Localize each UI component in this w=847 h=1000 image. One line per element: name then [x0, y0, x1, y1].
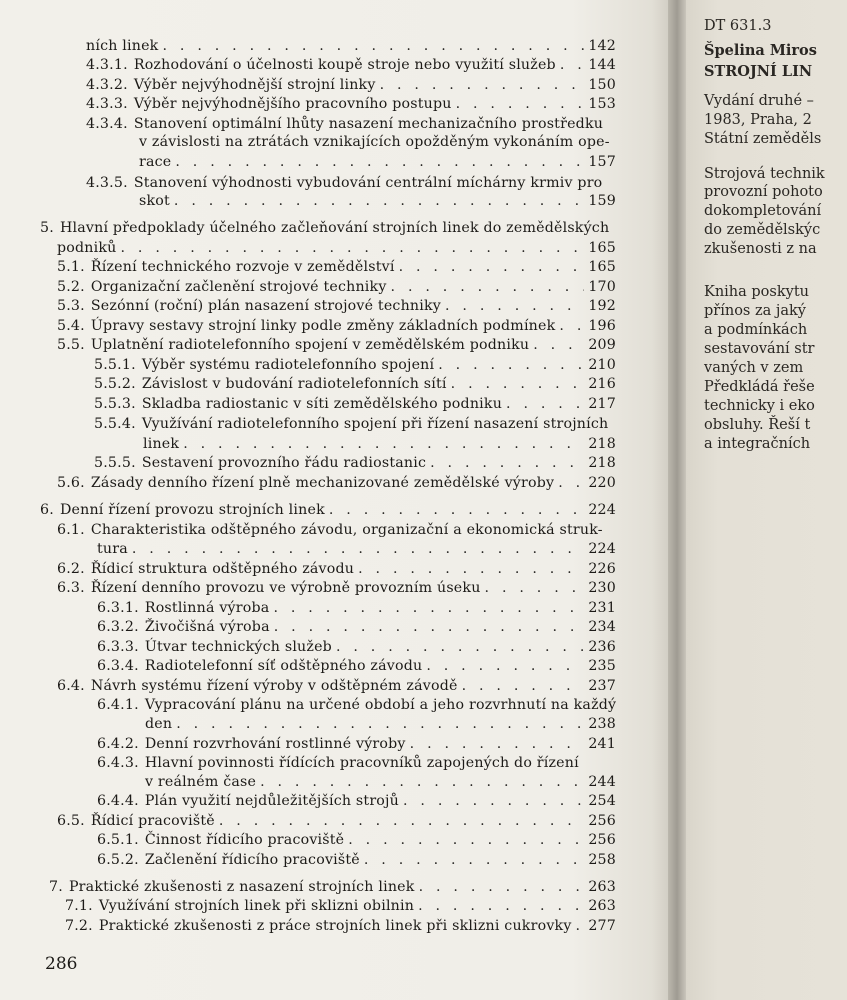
- toc-entry-number: 5.6.: [57, 475, 85, 491]
- toc-entry: [139, 134, 616, 150]
- toc-entry: [65, 898, 616, 914]
- toc-entry-title: Skladba radiostanic v síti zemědělského podniku: [141, 396, 503, 412]
- toc-entry: [94, 357, 616, 373]
- right-page-line: obsluhy. Řeší t: [704, 417, 811, 433]
- toc-entry-number: 5.5.: [57, 337, 85, 353]
- toc-entry: [57, 298, 616, 314]
- right-page-line: provozní pohoto: [704, 184, 823, 200]
- dot-leader: [174, 193, 584, 209]
- right-page-line: do zemědělskýc: [704, 222, 821, 238]
- toc-entry-page: 277: [588, 918, 616, 934]
- toc-entry-title: Výběr nejvýhodnější strojní linky: [133, 77, 376, 93]
- right-page-line: 1983, Praha, 2: [704, 112, 812, 128]
- toc-entry-page: 230: [588, 580, 616, 596]
- toc-entry-title: linek: [143, 436, 180, 452]
- toc-entry-number: 6.4.1.: [97, 697, 139, 713]
- toc-entry-title: podniků: [57, 240, 117, 256]
- toc-entry-title: Charakteristika odštěpného závodu, organizační a ekonomická struk-: [90, 522, 603, 538]
- toc-entry-page: 256: [588, 813, 616, 829]
- right-page-line: Vydání druhé –: [704, 93, 814, 109]
- right-page-line: technicky i eko: [704, 398, 815, 414]
- dot-leader: [364, 852, 584, 868]
- toc-entry-page: 263: [588, 879, 616, 895]
- dot-leader: [506, 396, 584, 412]
- toc-entry: [97, 697, 616, 713]
- toc-entry: [57, 813, 616, 829]
- dot-leader: [329, 502, 584, 518]
- toc-entry-title: Úpravy sestavy strojní linky podle změny základních podmínek: [90, 318, 556, 334]
- toc-entry: [40, 502, 616, 518]
- toc-entry-number: 6.1.: [57, 522, 85, 538]
- toc-entry: [86, 57, 616, 73]
- dot-leader: [399, 259, 584, 275]
- toc-entry-page: 216: [588, 376, 616, 392]
- toc-entry: [57, 561, 616, 577]
- toc-entry-page: 237: [588, 678, 616, 694]
- toc-entry-title: Útvar technických služeb: [144, 639, 332, 655]
- dot-leader: [445, 298, 584, 314]
- toc-entry-title: Stanovení optimální lhůty nasazení mechanizačního prostředku: [133, 116, 604, 132]
- toc-entry: [97, 658, 616, 674]
- dot-leader: [348, 832, 584, 848]
- toc-entry: [97, 793, 616, 809]
- toc-entry-page: 142: [588, 38, 616, 54]
- toc-entry-title: Vypracování plánu na určené období a jeho rozvrhnutí na každý: [144, 697, 617, 713]
- toc-entry-number: 5.5.4.: [94, 416, 136, 432]
- toc-entry-page: 192: [588, 298, 616, 314]
- toc-entry-title: skot: [139, 193, 170, 209]
- dot-leader: [426, 658, 584, 674]
- toc-entry-number: 4.3.1.: [86, 57, 128, 73]
- dot-leader: [183, 436, 584, 452]
- toc-entry-title: Řídicí pracoviště: [90, 813, 215, 829]
- toc-entry-page: 254: [588, 793, 616, 809]
- toc-entry-number: 5.2.: [57, 279, 85, 295]
- toc-entry-title: Organizační začlenění strojové techniky: [90, 279, 387, 295]
- toc-entry-title: v závislosti na ztrátách vznikajících opožděným vykonáním ope-: [139, 134, 610, 150]
- dot-leader: [274, 619, 584, 635]
- toc-entry-number: 6.3.1.: [97, 600, 139, 616]
- toc-entry-title: tura: [97, 541, 128, 557]
- toc-entry-number: 6.3.2.: [97, 619, 139, 635]
- dot-leader: [121, 240, 584, 256]
- toc-entry-title: den: [145, 716, 173, 732]
- toc-entry: [97, 852, 616, 868]
- dot-leader: [418, 898, 584, 914]
- toc-entry-title: Hlavní předpoklady účelného začleňování strojních linek do zemědělských: [59, 220, 610, 236]
- toc-entry-number: 5.5.1.: [94, 357, 136, 373]
- toc-entry-page: 234: [588, 619, 616, 635]
- toc-entry: [57, 279, 616, 295]
- toc-entry-page: 220: [588, 475, 616, 491]
- toc-entry-page: 196: [588, 318, 616, 334]
- toc-entry: [65, 918, 616, 934]
- toc-entry-page: 224: [588, 502, 616, 518]
- toc-entry: [40, 220, 616, 236]
- toc-entry-title: Plán využití nejdůležitějších strojů: [144, 793, 399, 809]
- toc-entry-page: 235: [588, 658, 616, 674]
- toc-entry-title: race: [139, 154, 172, 170]
- dot-leader: [260, 774, 584, 790]
- right-page-line: Kniha poskytu: [704, 284, 809, 300]
- toc-entry-title: Rostlinná výroba: [144, 600, 270, 616]
- toc-entry-number: 6.4.2.: [97, 736, 139, 752]
- toc-entry-number: 6.2.: [57, 561, 85, 577]
- toc-entry: [139, 193, 616, 209]
- dot-leader: [175, 154, 584, 170]
- toc-entry-number: 6.5.2.: [97, 852, 139, 868]
- toc-entry-page: 226: [588, 561, 616, 577]
- toc-entry-page: 218: [588, 436, 616, 452]
- toc-entry-title: Výběr nejvýhodnějšího pracovního postupu: [133, 96, 452, 112]
- toc-entry: [86, 38, 616, 54]
- dot-leader: [462, 678, 584, 694]
- toc-entry-number: 6.3.3.: [97, 639, 139, 655]
- toc-entry: [97, 619, 616, 635]
- toc-entry-title: Sestavení provozního řádu radiostanic: [141, 455, 427, 471]
- right-page-line: zkušenosti z na: [704, 241, 817, 257]
- toc-entry: [97, 832, 616, 848]
- toc-entry: [57, 259, 616, 275]
- toc-entry-title: Začlenění řídicího pracoviště: [144, 852, 360, 868]
- dot-leader: [559, 318, 584, 334]
- toc-entry-page: 210: [588, 357, 616, 373]
- toc-entry-page: 231: [588, 600, 616, 616]
- dot-leader: [219, 813, 584, 829]
- toc-entry-number: 5.5.5.: [94, 455, 136, 471]
- toc-entry-page: 165: [588, 240, 616, 256]
- toc-entry: [57, 318, 616, 334]
- dot-leader: [176, 716, 584, 732]
- toc-entry-number: 6.4.4.: [97, 793, 139, 809]
- toc-entry-number: 7.1.: [65, 898, 93, 914]
- toc-entry: [139, 154, 616, 170]
- dot-leader: [403, 793, 584, 809]
- toc-entry-title: Návrh systému řízení výroby v odštěpném závodě: [90, 678, 458, 694]
- toc-entry-page: 218: [588, 455, 616, 471]
- toc-entry-title: Denní rozvrhování rostlinné výroby: [144, 736, 406, 752]
- toc-entry-page: 217: [588, 396, 616, 412]
- toc-entry-page: 153: [588, 96, 616, 112]
- toc-entry-number: 6.4.3.: [97, 755, 139, 771]
- toc-entry-number: 5.5.3.: [94, 396, 136, 412]
- dot-leader: [430, 455, 584, 471]
- toc-entry-number: 7.: [49, 879, 63, 895]
- toc-entry-number: 7.2.: [65, 918, 93, 934]
- toc-entry: [57, 678, 616, 694]
- toc-entry: [94, 376, 616, 392]
- toc-entry-number: 4.3.5.: [86, 175, 128, 191]
- toc-entry-page: 159: [588, 193, 616, 209]
- toc-entry-title: Hlavní povinnosti řídících pracovníků zapojených do řízení: [144, 755, 579, 771]
- toc-entry-page: 238: [588, 716, 616, 732]
- right-page-line: STROJNÍ LIN: [704, 63, 813, 80]
- toc-entry-title: Řídicí struktura odštěpného závodu: [90, 561, 355, 577]
- toc-entry: [57, 522, 616, 538]
- dot-leader: [336, 639, 584, 655]
- toc-entry: [97, 736, 616, 752]
- toc-entry-title: Rozhodování o účelnosti koupě stroje nebo využití služeb: [133, 57, 556, 73]
- toc-entry: [145, 774, 616, 790]
- toc-entry-number: 6.5.: [57, 813, 85, 829]
- toc-entry: [97, 639, 616, 655]
- right-page-line: Státní zeměděls: [704, 131, 822, 147]
- toc-entry-page: 209: [588, 337, 616, 353]
- dot-leader: [358, 561, 584, 577]
- toc-entry-number: 6.5.1.: [97, 832, 139, 848]
- right-page-line: Strojová technik: [704, 166, 825, 182]
- toc-entry: [94, 396, 616, 412]
- toc-entry: [143, 436, 616, 452]
- toc-entry: [86, 77, 616, 93]
- dot-leader: [451, 376, 584, 392]
- toc-entry-title: Řízení technického rozvoje v zemědělství: [90, 259, 395, 275]
- toc-entry-page: 165: [588, 259, 616, 275]
- toc-entry-title: ních linek: [86, 38, 159, 54]
- toc-entry-title: Zásady denního řízení plně mechanizované zemědělské výroby: [90, 475, 555, 491]
- right-page-line: přínos za jaký: [704, 303, 806, 319]
- dot-leader: [380, 77, 584, 93]
- toc-entry-number: 6.3.4.: [97, 658, 139, 674]
- dot-leader: [456, 96, 584, 112]
- dot-leader: [162, 38, 584, 54]
- toc-entry-number: 4.3.3.: [86, 96, 128, 112]
- toc-entry-title: Využívání radiotelefonního spojení při řízení nasazení strojních: [141, 416, 609, 432]
- toc-entry-number: 5.1.: [57, 259, 85, 275]
- dot-leader: [419, 879, 584, 895]
- toc-entry: [97, 541, 616, 557]
- toc-entry-title: Praktické zkušenosti z práce strojních linek při sklizni cukrovky: [98, 918, 572, 934]
- toc-entry-page: 144: [588, 57, 616, 73]
- toc-entry-page: 241: [588, 736, 616, 752]
- toc-entry-title: Stanovení výhodnosti vybudování centrální míchárny krmiv pro: [133, 175, 603, 191]
- right-page-line: DT 631.3: [704, 18, 772, 34]
- toc-entry: [86, 175, 616, 191]
- toc-entry-number: 5.4.: [57, 318, 85, 334]
- toc-entry-number: 6.3.: [57, 580, 85, 596]
- toc-entry-page: 244: [588, 774, 616, 790]
- toc-entry-number: 5.3.: [57, 298, 85, 314]
- toc-entry-number: 6.: [40, 502, 54, 518]
- dot-leader: [576, 918, 584, 934]
- toc-entry-title: Využívání strojních linek při sklizni obilnin: [98, 898, 415, 914]
- right-page-line: sestavování str: [704, 341, 815, 357]
- toc-entry: [97, 600, 616, 616]
- right-page-line: dokompletování: [704, 203, 822, 219]
- toc-entry: [57, 337, 616, 353]
- page-number: 286: [45, 954, 78, 974]
- dot-leader: [410, 736, 584, 752]
- toc-entry-title: Činnost řídicího pracoviště: [144, 832, 345, 848]
- toc-entry-page: 157: [588, 154, 616, 170]
- toc-entry-page: 150: [588, 77, 616, 93]
- right-page: [686, 0, 847, 1000]
- toc-entry: [94, 416, 616, 432]
- toc-entry-number: 4.3.4.: [86, 116, 128, 132]
- toc-entry-title: Výběr systému radiotelefonního spojení: [141, 357, 435, 373]
- toc-entry: [57, 475, 616, 491]
- toc-entry: [86, 116, 616, 132]
- toc-entry-title: Závislost v budování radiotelefonních sítí: [141, 376, 447, 392]
- toc-entry-title: v reálném čase: [145, 774, 257, 790]
- dot-leader: [533, 337, 584, 353]
- toc-entry-page: 224: [588, 541, 616, 557]
- toc-entry-page: 258: [588, 852, 616, 868]
- right-page-line: a integračních: [704, 436, 811, 452]
- toc-entry: [49, 879, 616, 895]
- toc-entry: [97, 755, 616, 771]
- dot-leader: [438, 357, 584, 373]
- book-gutter: [668, 0, 686, 1000]
- dot-leader: [485, 580, 584, 596]
- toc-entry-title: Řízení denního provozu ve výrobně provozním úseku: [90, 580, 481, 596]
- toc-entry-page: 263: [588, 898, 616, 914]
- toc-entry: [57, 580, 616, 596]
- toc-entry-page: 236: [588, 639, 616, 655]
- toc-entry: [86, 96, 616, 112]
- toc-entry-title: Živočišná výroba: [144, 619, 270, 635]
- toc-entry: [94, 455, 616, 471]
- toc-entry-title: Denní řízení provozu strojních linek: [59, 502, 325, 518]
- toc-entry-number: 4.3.2.: [86, 77, 128, 93]
- toc-entry-title: Uplatnění radiotelefonního spojení v zemědělském podniku: [90, 337, 530, 353]
- dot-leader: [132, 541, 584, 557]
- toc-entry-number: 5.5.2.: [94, 376, 136, 392]
- dot-leader: [273, 600, 584, 616]
- toc-entry: [145, 716, 616, 732]
- toc-entry-number: 6.4.: [57, 678, 85, 694]
- toc-entry: [57, 240, 616, 256]
- right-page-line: vaných v zem: [704, 360, 804, 376]
- right-page-line: a podmínkách: [704, 322, 808, 338]
- right-page-line: Předkládá řeše: [704, 379, 815, 395]
- toc-entry-number: 5.: [40, 220, 54, 236]
- dot-leader: [558, 475, 584, 491]
- toc-entry-page: 256: [588, 832, 616, 848]
- dot-leader: [391, 279, 584, 295]
- toc-entry-page: 170: [588, 279, 616, 295]
- right-page-line: Špelina Miros: [704, 42, 817, 59]
- toc-entry-title: Praktické zkušenosti z nasazení strojních linek: [68, 879, 415, 895]
- toc-entry-title: Radiotelefonní síť odštěpného závodu: [144, 658, 423, 674]
- toc-entry-title: Sezónní (roční) plán nasazení strojové techniky: [90, 298, 442, 314]
- dot-leader: [560, 57, 584, 73]
